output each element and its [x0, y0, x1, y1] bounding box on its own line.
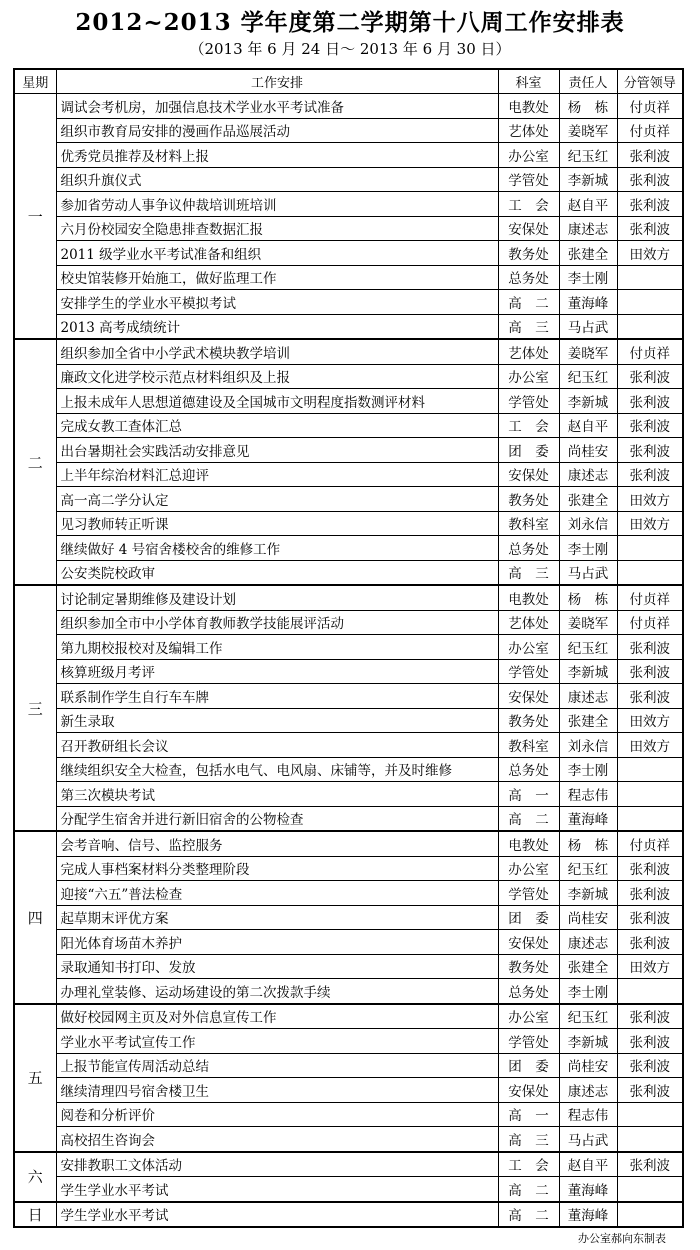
table-row — [14, 265, 683, 290]
task-cell: 继续做好 4 号宿舍楼校舍的维修工作 — [56, 536, 498, 561]
table-row — [14, 511, 683, 536]
dept-cell: 高 二 — [498, 290, 559, 315]
schedule-body — [14, 94, 683, 1228]
dept-cell: 艺体处 — [498, 610, 559, 635]
task-cell: 廉政文化进学校示范点材料组织及上报 — [56, 364, 498, 389]
dept-cell: 高 二 — [498, 806, 559, 831]
dept-cell: 教务处 — [498, 708, 559, 733]
person-cell: 程志伟 — [559, 782, 617, 807]
leader-cell: 付贞祥 — [617, 831, 683, 856]
table-row — [14, 659, 683, 684]
dept-cell: 安保处 — [498, 216, 559, 241]
leader-cell: 张利波 — [617, 1004, 683, 1029]
leader-cell: 张利波 — [617, 143, 683, 168]
leader-cell: 张利波 — [617, 1053, 683, 1078]
task-cell: 核算班级月考评 — [56, 659, 498, 684]
dept-cell: 团 委 — [498, 438, 559, 463]
person-cell: 杨 栋 — [559, 585, 617, 610]
dept-cell: 高 三 — [498, 560, 559, 585]
dept-cell: 艺体处 — [498, 339, 559, 364]
task-cell: 完成女教工查体汇总 — [56, 413, 498, 438]
leader-cell — [617, 806, 683, 831]
leader-cell: 付贞祥 — [617, 118, 683, 143]
date-range: （2013 年 6 月 24 日～ 2013 年 6 月 30 日） — [189, 40, 511, 58]
leader-cell: 张利波 — [617, 881, 683, 906]
task-cell: 学业水平考试宣传工作 — [56, 1029, 498, 1054]
task-cell: 上报未成年人思想道德建设及全国城市文明程度指数测评材料 — [56, 389, 498, 414]
dept-cell: 学管处 — [498, 659, 559, 684]
task-cell: 调试会考机房，加强信息技术学业水平考试准备 — [56, 94, 498, 119]
task-cell: 安排学生的学业水平模拟考试 — [56, 290, 498, 315]
person-cell: 董海峰 — [559, 1177, 617, 1202]
table-row — [14, 806, 683, 831]
person-cell: 康述志 — [559, 684, 617, 709]
table-row — [14, 881, 683, 906]
leader-cell — [617, 1127, 683, 1152]
dept-cell: 总务处 — [498, 979, 559, 1004]
leader-cell: 付贞祥 — [617, 339, 683, 364]
person-cell: 姜晓军 — [559, 610, 617, 635]
day-label: 四 — [14, 831, 56, 1004]
table-row — [14, 143, 683, 168]
person-cell: 纪玉红 — [559, 856, 617, 881]
dept-cell: 学管处 — [498, 881, 559, 906]
table-row — [14, 1029, 683, 1054]
task-cell: 分配学生宿舍并进行新旧宿舍的公物检查 — [56, 806, 498, 831]
day-label: 五 — [14, 1004, 56, 1152]
person-cell: 姜晓军 — [559, 118, 617, 143]
table-row — [14, 635, 683, 660]
table-row — [14, 1004, 683, 1029]
header-task: 工作安排 — [56, 69, 498, 94]
task-cell: 继续清理四号宿舍楼卫生 — [56, 1078, 498, 1103]
task-cell: 六月份校园安全隐患排查数据汇报 — [56, 216, 498, 241]
table-row — [14, 364, 683, 389]
dept-cell: 办公室 — [498, 143, 559, 168]
person-cell: 董海峰 — [559, 290, 617, 315]
table-row — [14, 1102, 683, 1127]
leader-cell — [617, 314, 683, 339]
page-title: 2012~2013 学年度第二学期第十八周工作安排表 — [75, 9, 625, 36]
table-row — [14, 1202, 683, 1228]
table-row — [14, 856, 683, 881]
header-day: 星期 — [14, 69, 56, 94]
person-cell: 李士刚 — [559, 536, 617, 561]
table-row — [14, 241, 683, 266]
dept-cell: 安保处 — [498, 684, 559, 709]
leader-cell: 田效方 — [617, 954, 683, 979]
person-cell: 李新城 — [559, 659, 617, 684]
task-cell: 组织参加全市中小学体育教师教学技能展评活动 — [56, 610, 498, 635]
task-cell: 继续组织安全大检查，包括水电气、电风扇、床铺等，并及时维修 — [56, 757, 498, 782]
dept-cell: 总务处 — [498, 536, 559, 561]
table-row — [14, 831, 683, 856]
person-cell: 杨 栋 — [559, 94, 617, 119]
person-cell: 董海峰 — [559, 1202, 617, 1228]
dept-cell: 教务处 — [498, 241, 559, 266]
person-cell: 康述志 — [559, 216, 617, 241]
leader-cell: 田效方 — [617, 511, 683, 536]
task-cell: 安排教职工文体活动 — [56, 1152, 498, 1177]
person-cell: 纪玉红 — [559, 1004, 617, 1029]
dept-cell: 安保处 — [498, 462, 559, 487]
header-leader: 分管领导 — [617, 69, 683, 94]
dept-cell: 总务处 — [498, 757, 559, 782]
dept-cell: 办公室 — [498, 856, 559, 881]
task-cell: 上半年综治材料汇总迎评 — [56, 462, 498, 487]
person-cell: 尚桂安 — [559, 438, 617, 463]
dept-cell: 高 三 — [498, 314, 559, 339]
table-row — [14, 1127, 683, 1152]
task-cell: 参加省劳动人事争议仲裁培训班培训 — [56, 192, 498, 217]
leader-cell: 付贞祥 — [617, 585, 683, 610]
person-cell: 尚桂安 — [559, 1053, 617, 1078]
dept-cell: 总务处 — [498, 265, 559, 290]
leader-cell: 张利波 — [617, 389, 683, 414]
person-cell: 张建全 — [559, 954, 617, 979]
table-row — [14, 782, 683, 807]
task-cell: 起草期末评优方案 — [56, 905, 498, 930]
table-row — [14, 167, 683, 192]
header-person: 责任人 — [559, 69, 617, 94]
leader-cell: 张利波 — [617, 364, 683, 389]
task-cell: 上报节能宣传周活动总结 — [56, 1053, 498, 1078]
leader-cell — [617, 782, 683, 807]
person-cell: 张建全 — [559, 708, 617, 733]
leader-cell: 张利波 — [617, 216, 683, 241]
task-cell: 高校招生咨询会 — [56, 1127, 498, 1152]
leader-cell — [617, 1177, 683, 1202]
leader-cell: 张利波 — [617, 930, 683, 955]
task-cell: 校史馆装修开始施工，做好监理工作 — [56, 265, 498, 290]
dept-cell: 电教处 — [498, 94, 559, 119]
table-row — [14, 560, 683, 585]
person-cell: 康述志 — [559, 462, 617, 487]
dept-cell: 教务处 — [498, 487, 559, 512]
task-cell: 第九期校报校对及编辑工作 — [56, 635, 498, 660]
person-cell: 李新城 — [559, 1029, 617, 1054]
person-cell: 马占武 — [559, 314, 617, 339]
leader-cell — [617, 536, 683, 561]
dept-cell: 电教处 — [498, 831, 559, 856]
leader-cell: 张利波 — [617, 462, 683, 487]
person-cell: 刘永信 — [559, 511, 617, 536]
task-cell: 迎接“六五”普法检查 — [56, 881, 498, 906]
task-cell: 做好校园网主页及对外信息宣传工作 — [56, 1004, 498, 1029]
footer-note: 办公室郝向东制表 — [578, 1232, 666, 1245]
table-row — [14, 536, 683, 561]
person-cell: 纪玉红 — [559, 143, 617, 168]
dept-cell: 办公室 — [498, 1004, 559, 1029]
leader-cell: 张利波 — [617, 659, 683, 684]
table-row — [14, 413, 683, 438]
table-row — [14, 1053, 683, 1078]
dept-cell: 高 二 — [498, 1202, 559, 1228]
task-cell: 阳光体育场苗木养护 — [56, 930, 498, 955]
person-cell: 赵自平 — [559, 413, 617, 438]
person-cell: 李士刚 — [559, 757, 617, 782]
dept-cell: 安保处 — [498, 1078, 559, 1103]
leader-cell: 田效方 — [617, 241, 683, 266]
table-row — [14, 290, 683, 315]
task-cell: 讨论制定暑期维修及建设计划 — [56, 585, 498, 610]
task-cell: 会考音响、信号、监控服务 — [56, 831, 498, 856]
leader-cell: 张利波 — [617, 1078, 683, 1103]
dept-cell: 高 一 — [498, 1102, 559, 1127]
dept-cell: 艺体处 — [498, 118, 559, 143]
person-cell: 尚桂安 — [559, 905, 617, 930]
day-label: 六 — [14, 1152, 56, 1202]
task-cell: 联系制作学生自行车车牌 — [56, 684, 498, 709]
leader-cell: 张利波 — [617, 905, 683, 930]
person-cell: 张建全 — [559, 241, 617, 266]
dept-cell: 高 一 — [498, 782, 559, 807]
task-cell: 见习教师转正听课 — [56, 511, 498, 536]
table-row — [14, 1177, 683, 1202]
dept-cell: 教科室 — [498, 511, 559, 536]
header-dept: 科室 — [498, 69, 559, 94]
leader-cell: 付贞祥 — [617, 610, 683, 635]
table-row — [14, 757, 683, 782]
person-cell: 杨 栋 — [559, 831, 617, 856]
task-cell: 出台暑期社会实践活动安排意见 — [56, 438, 498, 463]
task-cell: 组织参加全省中小学武术模块教学培训 — [56, 339, 498, 364]
leader-cell — [617, 290, 683, 315]
task-cell: 阅卷和分析评价 — [56, 1102, 498, 1127]
task-cell: 录取通知书打印、发放 — [56, 954, 498, 979]
dept-cell: 办公室 — [498, 364, 559, 389]
person-cell: 刘永信 — [559, 733, 617, 758]
person-cell: 康述志 — [559, 930, 617, 955]
person-cell: 董海峰 — [559, 806, 617, 831]
person-cell: 马占武 — [559, 1127, 617, 1152]
dept-cell: 教务处 — [498, 954, 559, 979]
table-row — [14, 438, 683, 463]
table-row — [14, 979, 683, 1004]
leader-cell — [617, 1102, 683, 1127]
dept-cell: 工 会 — [498, 192, 559, 217]
table-row — [14, 708, 683, 733]
table-row — [14, 462, 683, 487]
table-row — [14, 118, 683, 143]
table-row — [14, 1078, 683, 1103]
table-row — [14, 216, 683, 241]
table-row — [14, 930, 683, 955]
table-row — [14, 684, 683, 709]
table-row — [14, 954, 683, 979]
dept-cell: 教科室 — [498, 733, 559, 758]
task-cell: 学生学业水平考试 — [56, 1202, 498, 1228]
person-cell: 马占武 — [559, 560, 617, 585]
task-cell: 公安类院校政审 — [56, 560, 498, 585]
table-row — [14, 389, 683, 414]
leader-cell: 张利波 — [617, 1152, 683, 1177]
person-cell: 纪玉红 — [559, 635, 617, 660]
person-cell: 纪玉红 — [559, 364, 617, 389]
dept-cell: 学管处 — [498, 1029, 559, 1054]
schedule-table — [13, 68, 684, 1228]
person-cell: 李新城 — [559, 881, 617, 906]
leader-cell: 田效方 — [617, 708, 683, 733]
leader-cell: 张利波 — [617, 438, 683, 463]
leader-cell: 张利波 — [617, 856, 683, 881]
person-cell: 康述志 — [559, 1078, 617, 1103]
person-cell: 李新城 — [559, 167, 617, 192]
task-cell: 2013 高考成绩统计 — [56, 314, 498, 339]
task-cell: 新生录取 — [56, 708, 498, 733]
task-cell: 召开教研组长会议 — [56, 733, 498, 758]
task-cell: 第三次模块考试 — [56, 782, 498, 807]
person-cell: 张建全 — [559, 487, 617, 512]
person-cell: 姜晓军 — [559, 339, 617, 364]
leader-cell: 张利波 — [617, 684, 683, 709]
dept-cell: 学管处 — [498, 389, 559, 414]
leader-cell: 付贞祥 — [617, 94, 683, 119]
leader-cell: 田效方 — [617, 487, 683, 512]
table-row — [14, 192, 683, 217]
day-label: 二 — [14, 339, 56, 585]
person-cell: 李新城 — [559, 389, 617, 414]
table-row — [14, 585, 683, 610]
table-row — [14, 94, 683, 119]
leader-cell — [617, 265, 683, 290]
table-row — [14, 1152, 683, 1177]
table-row — [14, 339, 683, 364]
leader-cell — [617, 979, 683, 1004]
task-cell: 完成人事档案材料分类整理阶段 — [56, 856, 498, 881]
dept-cell: 团 委 — [498, 1053, 559, 1078]
leader-cell — [617, 1202, 683, 1228]
leader-cell: 田效方 — [617, 733, 683, 758]
day-label: 三 — [14, 585, 56, 831]
table-row — [14, 610, 683, 635]
task-cell: 组织升旗仪式 — [56, 167, 498, 192]
leader-cell: 张利波 — [617, 1029, 683, 1054]
task-cell: 组织市教育局安排的漫画作品巡展活动 — [56, 118, 498, 143]
task-cell: 优秀党员推荐及材料上报 — [56, 143, 498, 168]
dept-cell: 团 委 — [498, 905, 559, 930]
dept-cell: 高 二 — [498, 1177, 559, 1202]
header-row — [14, 69, 683, 94]
table-row — [14, 733, 683, 758]
leader-cell: 张利波 — [617, 192, 683, 217]
dept-cell: 工 会 — [498, 413, 559, 438]
table-row — [14, 905, 683, 930]
person-cell: 赵自平 — [559, 1152, 617, 1177]
task-cell: 高一高二学分认定 — [56, 487, 498, 512]
person-cell: 赵自平 — [559, 192, 617, 217]
task-cell: 2011 级学业水平考试准备和组织 — [56, 241, 498, 266]
task-cell: 办理礼堂装修、运动场建设的第二次拨款手续 — [56, 979, 498, 1004]
dept-cell: 学管处 — [498, 167, 559, 192]
dept-cell: 高 三 — [498, 1127, 559, 1152]
leader-cell: 张利波 — [617, 413, 683, 438]
leader-cell — [617, 560, 683, 585]
dept-cell: 电教处 — [498, 585, 559, 610]
person-cell: 李士刚 — [559, 979, 617, 1004]
task-cell: 学生学业水平考试 — [56, 1177, 498, 1202]
dept-cell: 安保处 — [498, 930, 559, 955]
person-cell: 李士刚 — [559, 265, 617, 290]
day-label: 日 — [14, 1202, 56, 1228]
table-row — [14, 314, 683, 339]
leader-cell — [617, 757, 683, 782]
leader-cell: 张利波 — [617, 635, 683, 660]
day-label: 一 — [14, 94, 56, 340]
leader-cell: 张利波 — [617, 167, 683, 192]
dept-cell: 办公室 — [498, 635, 559, 660]
dept-cell: 工 会 — [498, 1152, 559, 1177]
person-cell: 程志伟 — [559, 1102, 617, 1127]
table-row — [14, 487, 683, 512]
